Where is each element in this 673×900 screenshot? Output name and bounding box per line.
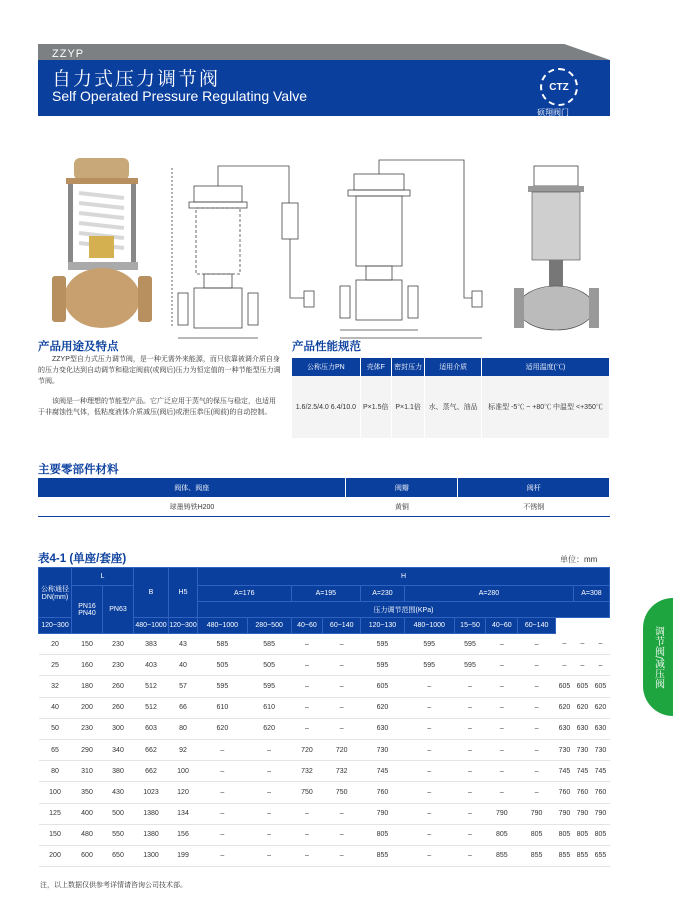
dims-cell: – — [323, 845, 361, 866]
dims-cell: 80 — [169, 718, 198, 739]
dims-cell: – — [323, 718, 361, 739]
dims-cell: 595 — [404, 655, 454, 676]
dims-header-b: B — [134, 568, 169, 618]
dims-cell: 620 — [198, 718, 248, 739]
dims-cell: 595 — [404, 634, 454, 655]
dims-cell: – — [404, 782, 454, 803]
use-paragraph-2: 该阀是一种理想的节能型产品。它广泛应用于蒸气的保压与稳定，也适用于非腐蚀性气体，低粘度液体介质减压(阀后)或泄压恭压(阀前)的自动控制。 — [38, 398, 276, 416]
dims-range: 60~140 — [323, 618, 361, 634]
table-row — [39, 634, 610, 655]
table-row — [39, 655, 610, 676]
dims-cell: 630 — [591, 718, 609, 739]
dims-cell: – — [486, 739, 518, 760]
dims-cell: 80 — [39, 761, 72, 782]
dims-cell: 383 — [134, 634, 169, 655]
dims-cell: 630 — [361, 718, 405, 739]
dims-cell: 200 — [72, 697, 103, 718]
dims-range: 60~140 — [518, 618, 556, 634]
dims-cell: 730 — [361, 739, 405, 760]
dims-cell: 745 — [573, 761, 591, 782]
dims-cell: 500 — [103, 803, 134, 824]
dims-cell: 630 — [555, 718, 573, 739]
dims-cell: – — [591, 634, 609, 655]
dims-cell: 790 — [555, 803, 573, 824]
dims-cell: 260 — [103, 676, 134, 697]
dims-cell: 790 — [573, 803, 591, 824]
dims-cell: – — [518, 718, 556, 739]
dims-header-h5: H5 — [169, 568, 198, 618]
dims-cell: 603 — [134, 718, 169, 739]
dims-cell: – — [247, 803, 291, 824]
dims-cell: 40 — [39, 697, 72, 718]
perf-cell: 水、蒸气、油品 — [425, 376, 482, 438]
dims-cell: – — [291, 824, 323, 845]
dims-cell: 150 — [39, 824, 72, 845]
drawing-cutaway — [514, 166, 599, 330]
dims-cell: – — [454, 739, 486, 760]
dims-cell: 310 — [72, 761, 103, 782]
dims-range: 120~300 — [39, 618, 72, 634]
dims-cell: – — [591, 655, 609, 676]
dims-cell: 595 — [454, 634, 486, 655]
dims-cell: 732 — [323, 761, 361, 782]
dims-title: 表4-1 (单座/套座) — [38, 553, 127, 565]
dims-cell: 620 — [361, 697, 405, 718]
dims-cell: 790 — [518, 803, 556, 824]
dims-cell: – — [291, 697, 323, 718]
dims-cell: – — [291, 845, 323, 866]
dimensions-table — [38, 567, 610, 867]
title-en: Self Operated Pressure Regulating Valve — [52, 88, 307, 104]
unit-label: 单位：mm — [560, 555, 598, 564]
dims-cell: 605 — [555, 676, 573, 697]
dims-cell: – — [518, 634, 556, 655]
dims-cell: – — [555, 655, 573, 676]
section-title-use: 产品用途及特点 — [38, 341, 119, 353]
dims-cell: – — [323, 824, 361, 845]
dims-cell: – — [404, 761, 454, 782]
dims-cell: 100 — [169, 761, 198, 782]
dims-cell: 730 — [555, 739, 573, 760]
dims-cell: 745 — [555, 761, 573, 782]
dims-cell: 595 — [247, 676, 291, 697]
dims-cell: 760 — [573, 782, 591, 803]
table-row — [39, 718, 610, 739]
dims-cell: – — [404, 697, 454, 718]
dims-range: 480~1000 — [404, 618, 454, 634]
dims-cell: – — [404, 718, 454, 739]
dims-cell: 855 — [518, 845, 556, 866]
dims-cell: 620 — [247, 718, 291, 739]
dims-cell: 430 — [103, 782, 134, 803]
dims-cell: – — [323, 655, 361, 676]
mat-header: 阀体、阀座 — [38, 478, 346, 497]
dims-cell: 1023 — [134, 782, 169, 803]
dims-cell: – — [291, 718, 323, 739]
dims-header-h: H — [198, 568, 610, 586]
dims-cell: 230 — [103, 634, 134, 655]
dims-cell: – — [518, 655, 556, 676]
dims-cell: – — [404, 824, 454, 845]
dims-range: 280~500 — [247, 618, 291, 634]
dims-group: A=308 — [573, 586, 609, 602]
dims-cell: 92 — [169, 739, 198, 760]
perf-header: 密封压力 — [391, 358, 425, 376]
dims-cell: – — [454, 697, 486, 718]
dims-cell: 57 — [169, 676, 198, 697]
dims-cell: 805 — [573, 824, 591, 845]
dims-cell: 595 — [361, 634, 405, 655]
dims-cell: 855 — [573, 845, 591, 866]
table-row — [39, 803, 610, 824]
dims-cell: 230 — [72, 718, 103, 739]
dims-cell: 790 — [361, 803, 405, 824]
dims-cell: – — [404, 803, 454, 824]
dims-cell: – — [198, 761, 248, 782]
dims-cell: – — [518, 697, 556, 718]
dims-cell: – — [404, 845, 454, 866]
dims-cell: 620 — [555, 697, 573, 718]
mat-header: 阀杆 — [458, 478, 610, 497]
perf-header: 壳体F — [360, 358, 391, 376]
dims-cell: 600 — [72, 845, 103, 866]
dims-cell: 605 — [591, 676, 609, 697]
dims-cell: 1380 — [134, 824, 169, 845]
dims-cell: 605 — [573, 676, 591, 697]
dims-cell: – — [454, 845, 486, 866]
dims-cell: 480 — [72, 824, 103, 845]
dims-cell: 340 — [103, 739, 134, 760]
dims-cell: – — [198, 845, 248, 866]
table-row — [39, 782, 610, 803]
dims-cell: – — [323, 803, 361, 824]
perf-header: 公称压力PN — [292, 358, 360, 376]
dims-cell: – — [518, 739, 556, 760]
dims-cell: 160 — [72, 655, 103, 676]
table-row — [39, 739, 610, 760]
dims-range: 15~50 — [454, 618, 486, 634]
dims-cell: 595 — [198, 676, 248, 697]
mat-header: 阀瓣 — [346, 478, 458, 497]
dims-group: A=195 — [291, 586, 361, 602]
dims-cell: 230 — [103, 655, 134, 676]
table-row — [39, 676, 610, 697]
perf-header: 适用介质 — [425, 358, 482, 376]
dims-cell: 720 — [323, 739, 361, 760]
dims-cell: 65 — [39, 739, 72, 760]
dims-cell: 156 — [169, 824, 198, 845]
dims-cell: 25 — [39, 655, 72, 676]
dims-cell: 1380 — [134, 803, 169, 824]
side-category-tab[interactable]: 调节阀/减压阀 — [643, 598, 673, 716]
dims-group: A=176 — [198, 586, 292, 602]
dims-cell: 100 — [39, 782, 72, 803]
table-row — [39, 697, 610, 718]
dims-cell: 620 — [573, 697, 591, 718]
dims-cell: 750 — [291, 782, 323, 803]
dims-cell: 745 — [591, 761, 609, 782]
dims-cell: – — [323, 697, 361, 718]
dims-cell: – — [291, 634, 323, 655]
valve-drawings — [44, 148, 604, 348]
dims-range: 40~60 — [291, 618, 323, 634]
dims-cell: 125 — [39, 803, 72, 824]
dims-cell: 585 — [198, 634, 248, 655]
perf-cell: P×1.1倍 — [391, 376, 425, 438]
dims-cell: 512 — [134, 676, 169, 697]
dims-range: 40~60 — [486, 618, 518, 634]
dims-cell: – — [486, 676, 518, 697]
dims-group: A=280 — [404, 586, 573, 602]
dims-cell: 1300 — [134, 845, 169, 866]
dims-header-dn: 公称通径DN(mm) — [39, 568, 72, 618]
dims-cell: 855 — [486, 845, 518, 866]
dims-cell: – — [291, 655, 323, 676]
dims-cell: – — [486, 634, 518, 655]
dims-cell: – — [247, 761, 291, 782]
dims-cell: 595 — [361, 655, 405, 676]
dims-cell: 199 — [169, 845, 198, 866]
product-code: ZZYP — [52, 48, 85, 60]
footnote: 注，以上数据仅供参考详情请咨询公司技术部。 — [40, 882, 187, 889]
drawing-section — [340, 160, 482, 338]
dims-cell: 595 — [454, 655, 486, 676]
dims-cell: – — [518, 761, 556, 782]
dims-cell: – — [486, 718, 518, 739]
section-title-materials: 主要零部件材料 — [38, 464, 119, 476]
dims-range: 120~300 — [169, 618, 198, 634]
dims-cell: 134 — [169, 803, 198, 824]
dims-cell: 32 — [39, 676, 72, 697]
dims-range-label: 压力调节范围(KPa) — [198, 602, 610, 618]
dims-header-l1: PN16 PN40 — [72, 586, 103, 634]
dims-cell: 505 — [198, 655, 248, 676]
dims-cell: – — [486, 697, 518, 718]
dims-cell: 66 — [169, 697, 198, 718]
dims-cell: 732 — [291, 761, 323, 782]
dims-cell: 43 — [169, 634, 198, 655]
perf-cell: P×1.5倍 — [360, 376, 391, 438]
dims-cell: – — [573, 655, 591, 676]
dims-cell: – — [454, 718, 486, 739]
mat-cell: 黄铜 — [346, 497, 458, 517]
table-row — [39, 824, 610, 845]
mat-cell: 球墨铸铁H200 — [38, 497, 346, 517]
dims-cell: 550 — [103, 824, 134, 845]
dims-cell: – — [404, 676, 454, 697]
dims-cell: 805 — [555, 824, 573, 845]
dims-cell: 505 — [247, 655, 291, 676]
mat-cell: 不锈钢 — [458, 497, 610, 517]
dims-cell: 630 — [573, 718, 591, 739]
dims-cell: 120 — [169, 782, 198, 803]
dims-cell: 20 — [39, 634, 72, 655]
perf-cell: 1.6/2.5/4.0 6.4/10.0 — [292, 376, 360, 438]
dims-cell: – — [247, 845, 291, 866]
dims-range: 480~1000 — [134, 618, 169, 634]
dims-cell: 760 — [361, 782, 405, 803]
dims-cell: 760 — [591, 782, 609, 803]
dims-cell: 662 — [134, 761, 169, 782]
dims-cell: 730 — [573, 739, 591, 760]
dims-range: 480~1000 — [198, 618, 248, 634]
dims-cell: – — [555, 634, 573, 655]
dims-header-l: L — [72, 568, 134, 586]
use-paragraph-1: ZZYP型自力式压力调节阀，是一种无需外来能源，而只依靠被调介质自身的压力变化达到自动调节和稳定阀前(或阀后)压力为恒定值的一种节能型压力调节阀。 — [38, 356, 281, 385]
dims-cell: – — [198, 782, 248, 803]
dims-cell: – — [573, 634, 591, 655]
dims-cell: 50 — [39, 718, 72, 739]
perf-header: 适用温度(℃) — [481, 358, 609, 376]
dims-cell: 620 — [591, 697, 609, 718]
dims-cell: – — [291, 676, 323, 697]
dims-cell: 790 — [591, 803, 609, 824]
dims-cell: 200 — [39, 845, 72, 866]
dims-cell: 585 — [247, 634, 291, 655]
dims-cell: 512 — [134, 697, 169, 718]
dims-cell: – — [323, 634, 361, 655]
dims-cell: 150 — [72, 634, 103, 655]
dims-cell: – — [486, 782, 518, 803]
valve-photo — [52, 158, 152, 328]
dims-cell: – — [247, 824, 291, 845]
dims-cell: 40 — [169, 655, 198, 676]
dims-cell: 180 — [72, 676, 103, 697]
title-cn: 自力式压力调节阀 — [52, 69, 221, 90]
dims-cell: – — [323, 676, 361, 697]
dims-cell: 750 — [323, 782, 361, 803]
dims-cell: – — [198, 824, 248, 845]
dims-cell: 730 — [591, 739, 609, 760]
table-row — [39, 761, 610, 782]
dims-cell: 610 — [247, 697, 291, 718]
dims-cell: – — [454, 676, 486, 697]
dims-cell: – — [454, 803, 486, 824]
dims-cell: – — [518, 782, 556, 803]
materials-table — [38, 478, 610, 517]
dims-cell: 650 — [103, 845, 134, 866]
performance-table — [292, 358, 610, 438]
dims-cell: 805 — [361, 824, 405, 845]
dims-cell: – — [404, 739, 454, 760]
header-top-band — [38, 44, 610, 60]
dims-cell: 380 — [103, 761, 134, 782]
dims-cell: 655 — [591, 845, 609, 866]
dims-group: A=230 — [361, 586, 405, 602]
dims-cell: 662 — [134, 739, 169, 760]
dims-cell: 805 — [591, 824, 609, 845]
dims-cell: 605 — [361, 676, 405, 697]
dims-cell: 745 — [361, 761, 405, 782]
dims-cell: 403 — [134, 655, 169, 676]
dims-cell: 805 — [518, 824, 556, 845]
dims-cell: – — [247, 739, 291, 760]
dims-cell: – — [518, 676, 556, 697]
table-row — [39, 845, 610, 866]
dims-cell: – — [198, 739, 248, 760]
brand-name: 硕翔阀门 — [537, 108, 569, 117]
dims-cell: – — [454, 761, 486, 782]
dims-cell: 300 — [103, 718, 134, 739]
dims-cell: – — [247, 782, 291, 803]
dims-cell: 400 — [72, 803, 103, 824]
perf-cell: 标准型 -5℃ ~ +80℃ 中温型 <+350℃ — [481, 376, 609, 438]
dims-cell: – — [454, 782, 486, 803]
dims-cell: – — [486, 655, 518, 676]
section-title-perf: 产品性能规范 — [292, 341, 361, 353]
dims-cell: 290 — [72, 739, 103, 760]
dims-cell: 720 — [291, 739, 323, 760]
dims-cell: 260 — [103, 697, 134, 718]
drawing-front — [172, 166, 314, 338]
dims-cell: 805 — [486, 824, 518, 845]
dims-cell: 350 — [72, 782, 103, 803]
dims-range: 120~130 — [361, 618, 405, 634]
dims-cell: – — [486, 761, 518, 782]
dims-cell: 760 — [555, 782, 573, 803]
dims-cell: 610 — [198, 697, 248, 718]
dims-header-l2: PN63 — [103, 586, 134, 634]
dims-cell: – — [291, 803, 323, 824]
dims-cell: 855 — [555, 845, 573, 866]
dims-cell: 790 — [486, 803, 518, 824]
brand-logo-icon: CTZ — [540, 68, 578, 106]
dims-cell: 855 — [361, 845, 405, 866]
dims-cell: – — [454, 824, 486, 845]
dims-cell: – — [198, 803, 248, 824]
